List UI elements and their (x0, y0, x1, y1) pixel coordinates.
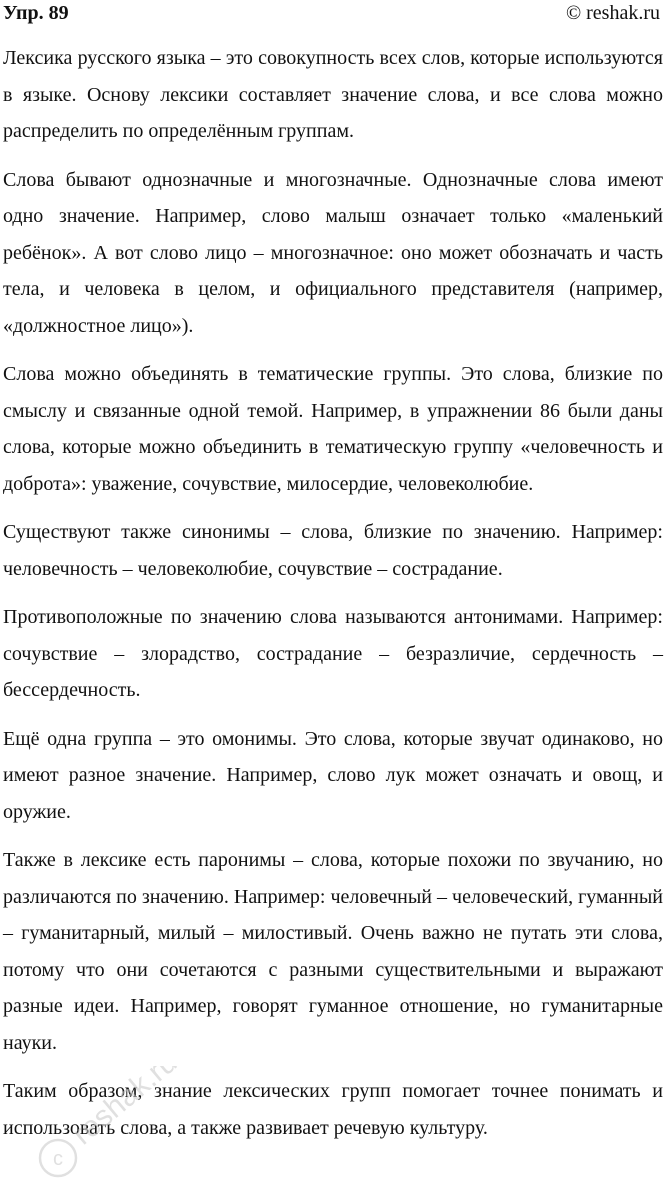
paragraph-2: Слова бывают однозначные и многозначные. Однозначные слова имеют одно значение. Например, слово малыш означает только «маленький ребёнок». А вот слово лицо – многозначное: оно может обозначать и часть тела, и человека в целом, и официального представителя (например, «должностное лицо»). (3, 168, 663, 337)
document-body (3, 40, 663, 1158)
paragraph-4: Существуют также синонимы – слова, близкие по значению. Например: человечность – человеколюбие, сочувствие – сострадание. (3, 521, 663, 580)
paragraph-8: Таким образом, знание лексических групп помогает точнее понимать и использовать слова, а также развивает речевую культуру. (3, 1080, 663, 1139)
watermark-text: reshak.ru (66, 1066, 184, 1152)
exercise-number: Упр. 89 (3, 2, 69, 24)
paragraph-1: Лексика русского языка – это совокупность всех слов, которые используются в языке. Основу лексики составляет значение слова, и все слова можно распределить по определённым группам. (3, 47, 663, 142)
paragraph-6: Ещё одна группа – это омонимы. Это слова, которые звучат одинаково, но имеют разное значение. Например, слово лук может означать и овощ, и оружие. (3, 727, 663, 823)
source-label: © reshak.ru (565, 2, 660, 24)
paragraph-5: Противоположные по значению слова называются антонимами. Например: сочувствие – злорадство, сострадание – безразличие, сердечность – бессердечность. (3, 606, 663, 701)
copyright-symbol: c (53, 1148, 63, 1170)
page-header (3, 2, 660, 28)
paragraph-3: Слова можно объединять в тематические группы. Это слова, близкие по смыслу и связанные одной темой. Например, в упражнении 86 были даны слова, которые можно объединить в тематическую группу «человечность и доброта»: уважение, сочувствие, милосердие, человеколюбие. (3, 363, 663, 495)
paragraph-7: Также в лексике есть паронимы – слова, которые похожи по звучанию, но различаются по значению. Например: человечный – человеческий, гуманный – гуманитарный, милый – милостивый. Очень важно не путать эти слова, потому что они сочетаются с разными существительными и выражают разные идеи. Например, говорят гуманное отношение, но гуманитарные науки. (3, 849, 663, 1054)
